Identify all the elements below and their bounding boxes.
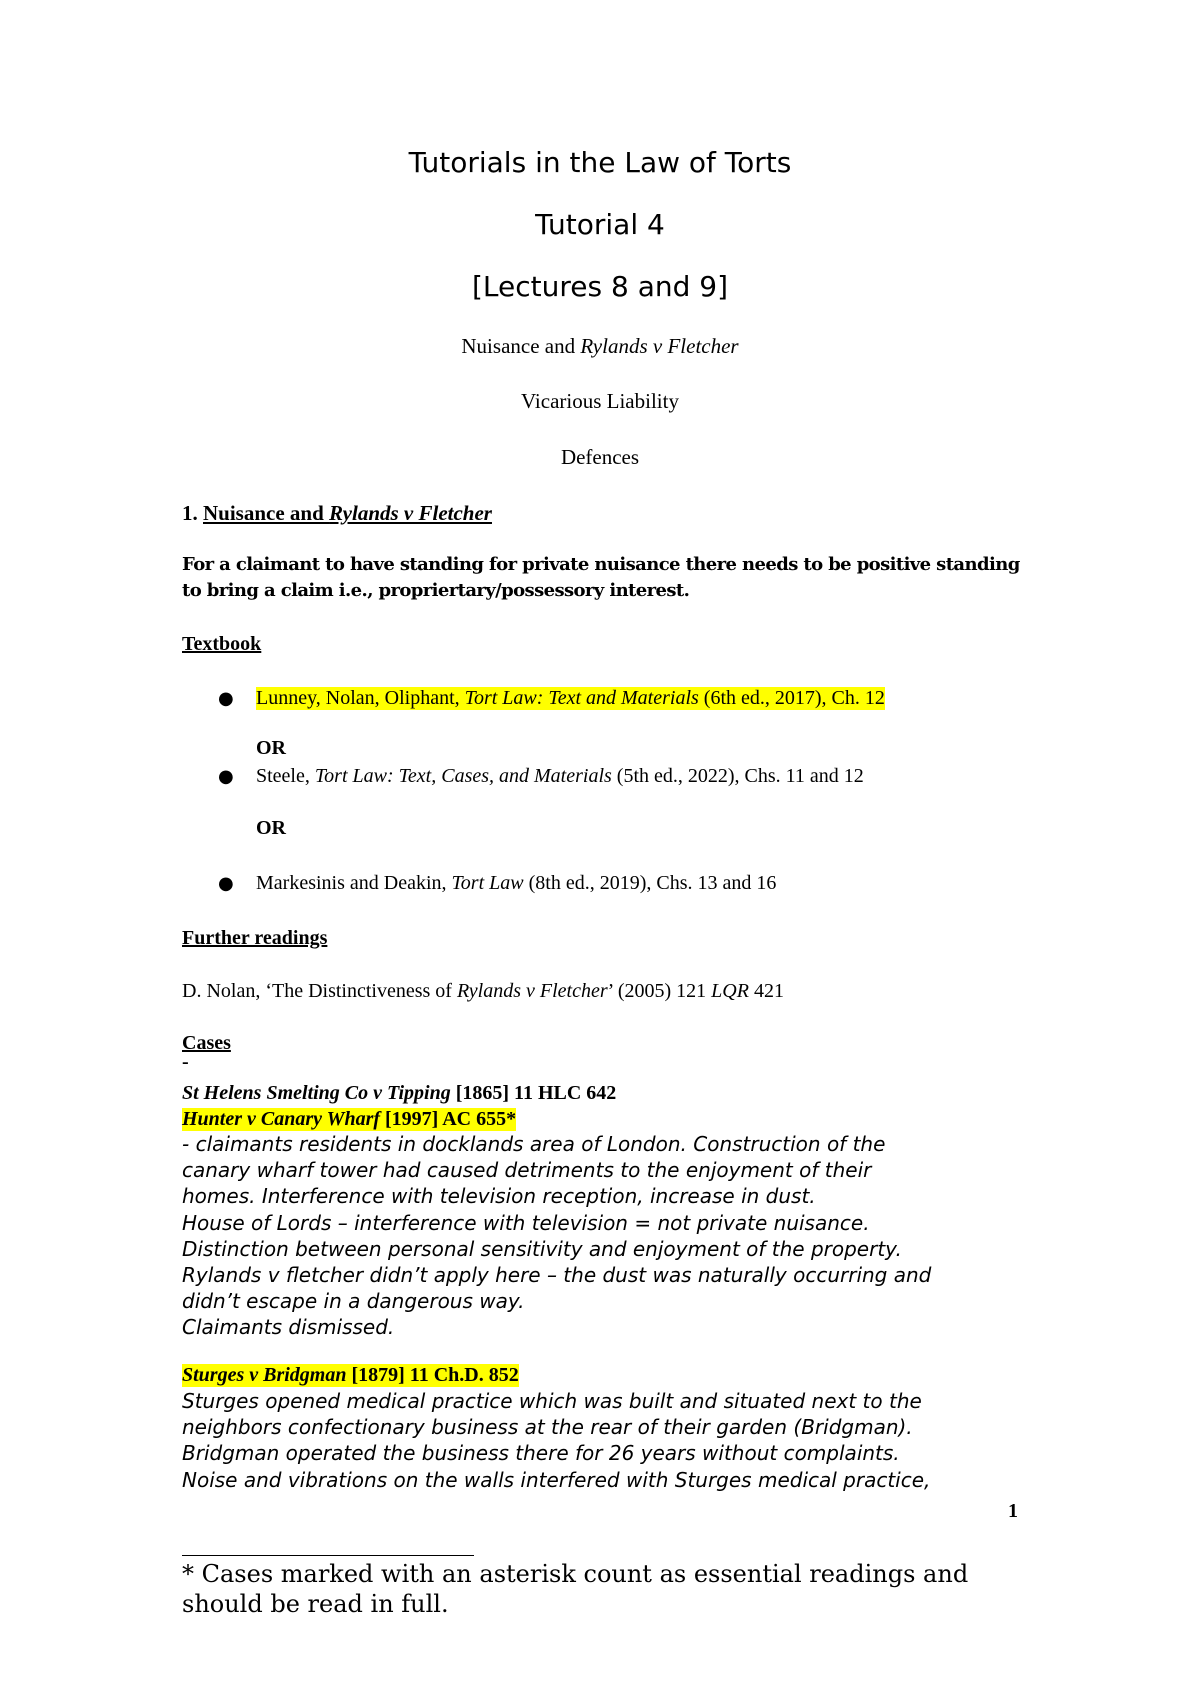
further-reading-author: D. Nolan, ‘The Distinctiveness of <box>182 980 457 1002</box>
case-sturges-notes <box>182 1388 930 1493</box>
case-citation: [1879] 11 Ch.D. 852 <box>346 1364 519 1386</box>
lectures-reference: [Lectures 8 and 9] <box>471 270 729 303</box>
further-reading-page: 421 <box>748 980 784 1002</box>
or-separator: OR <box>256 817 286 839</box>
textbook-item-author: Lunney, Nolan, Oliphant, <box>256 687 465 709</box>
standing-note-line2: to bring a claim i.e., propriertary/possessory interest. <box>182 580 690 601</box>
case-citation: [1997] AC 655* <box>380 1108 517 1130</box>
topic-rylands-case: Rylands v Fletcher <box>580 334 739 358</box>
section-heading-text <box>203 501 492 525</box>
case-st-helens <box>182 1082 616 1105</box>
further-reading-nolan <box>182 980 784 1003</box>
textbook-item-lunney <box>256 687 885 710</box>
topic-vicarious-liability: Vicarious Liability <box>521 389 679 413</box>
case-name: Hunter v Canary Wharf <box>182 1108 381 1130</box>
case-note-line: House of Lords – interference with television = not private nuisance. <box>182 1210 870 1235</box>
case-note-line: Claimants dismissed. <box>182 1315 395 1340</box>
textbook-item-title: Tort Law: Text, Cases, and Materials <box>314 765 612 787</box>
topic-nuisance <box>0 334 1200 359</box>
case-note-line: didn’t escape in a dangerous way. <box>182 1289 525 1314</box>
further-reading-year: ’ (2005) 121 <box>607 980 712 1002</box>
case-sturges <box>182 1364 519 1387</box>
further-readings-heading: Further readings <box>182 927 328 949</box>
case-name: St Helens Smelting Co v Tipping <box>182 1082 451 1104</box>
textbook-item-author: Markesinis and Deakin, <box>256 872 452 894</box>
footnote-line2: should be read in full. <box>182 1590 449 1618</box>
footnote-line1: * Cases marked with an asterisk count as essential readings and <box>182 1560 969 1588</box>
textbook-item-edition: (6th ed., 2017), Ch. 12 <box>698 687 885 709</box>
bullet-icon: ● <box>218 873 234 894</box>
case-hunter <box>182 1108 516 1131</box>
textbook-item-markesinis <box>256 872 776 895</box>
case-name: Sturges v Bridgman <box>182 1364 347 1386</box>
section-number: 1. <box>182 501 203 525</box>
standing-note-line1: For a claimant to have standing for private nuisance there needs to be positive standing <box>182 554 1020 575</box>
case-note-line: Distinction between personal sensitivity and enjoyment of the property. <box>182 1236 902 1261</box>
textbook-heading: Textbook <box>182 633 262 655</box>
case-note-line: Sturges opened medical practice which was built and situated next to the <box>182 1389 922 1413</box>
tutorial-number: Tutorial 4 <box>535 208 665 241</box>
further-reading-title: Rylands v Fletcher <box>456 980 608 1002</box>
case-note-line: Bridgman operated the business there for 26 years without complaints. <box>182 1441 900 1466</box>
textbook-item-edition: (5th ed., 2022), Chs. 11 and 12 <box>611 765 864 787</box>
section-heading <box>182 501 492 526</box>
case-note-line: canary wharf tower had caused detriments to the enjoyment of their <box>182 1158 872 1183</box>
textbook-item-author: Steele, <box>256 765 315 787</box>
case-note-line: Rylands v fletcher didn’t apply here – the dust was naturally occurring and <box>182 1263 932 1288</box>
case-note-line: Noise and vibrations on the walls interfered with Sturges medical practice, <box>182 1467 931 1492</box>
case-citation: [1865] 11 HLC 642 <box>450 1082 617 1104</box>
textbook-item-title: Tort Law <box>451 872 524 894</box>
textbook-item-edition: (8th ed., 2019), Chs. 13 and 16 <box>523 872 777 894</box>
page-number: 1 <box>1008 1500 1018 1522</box>
case-hunter-notes <box>182 1131 931 1341</box>
bullet-icon: ● <box>218 766 234 787</box>
footnote <box>182 1559 968 1619</box>
document-title: Tutorials in the Law of Torts <box>408 146 792 179</box>
case-note-line: - claimants residents in docklands area of London. Construction of the <box>182 1132 886 1156</box>
or-separator: OR <box>256 737 286 759</box>
topic-nuisance-text: Nuisance and <box>461 334 581 358</box>
topic-defences: Defences <box>560 445 640 469</box>
footnote-separator <box>182 1555 474 1556</box>
case-note-line: homes. Interference with television reception, increase in dust. <box>182 1184 816 1209</box>
textbook-item-title: Tort Law: Text and Materials <box>464 687 699 709</box>
cases-dash: - <box>182 1051 189 1073</box>
bullet-icon: ● <box>218 688 234 709</box>
section-heading-b: Rylands v Fletcher <box>329 501 492 525</box>
textbook-item-steele <box>256 765 864 788</box>
further-reading-journal: LQR <box>711 980 749 1002</box>
case-note-line: neighbors confectionary business at the rear of their garden (Bridgman). <box>182 1415 913 1440</box>
cases-heading: Cases <box>182 1032 231 1054</box>
section-heading-a: Nuisance and <box>203 501 330 525</box>
